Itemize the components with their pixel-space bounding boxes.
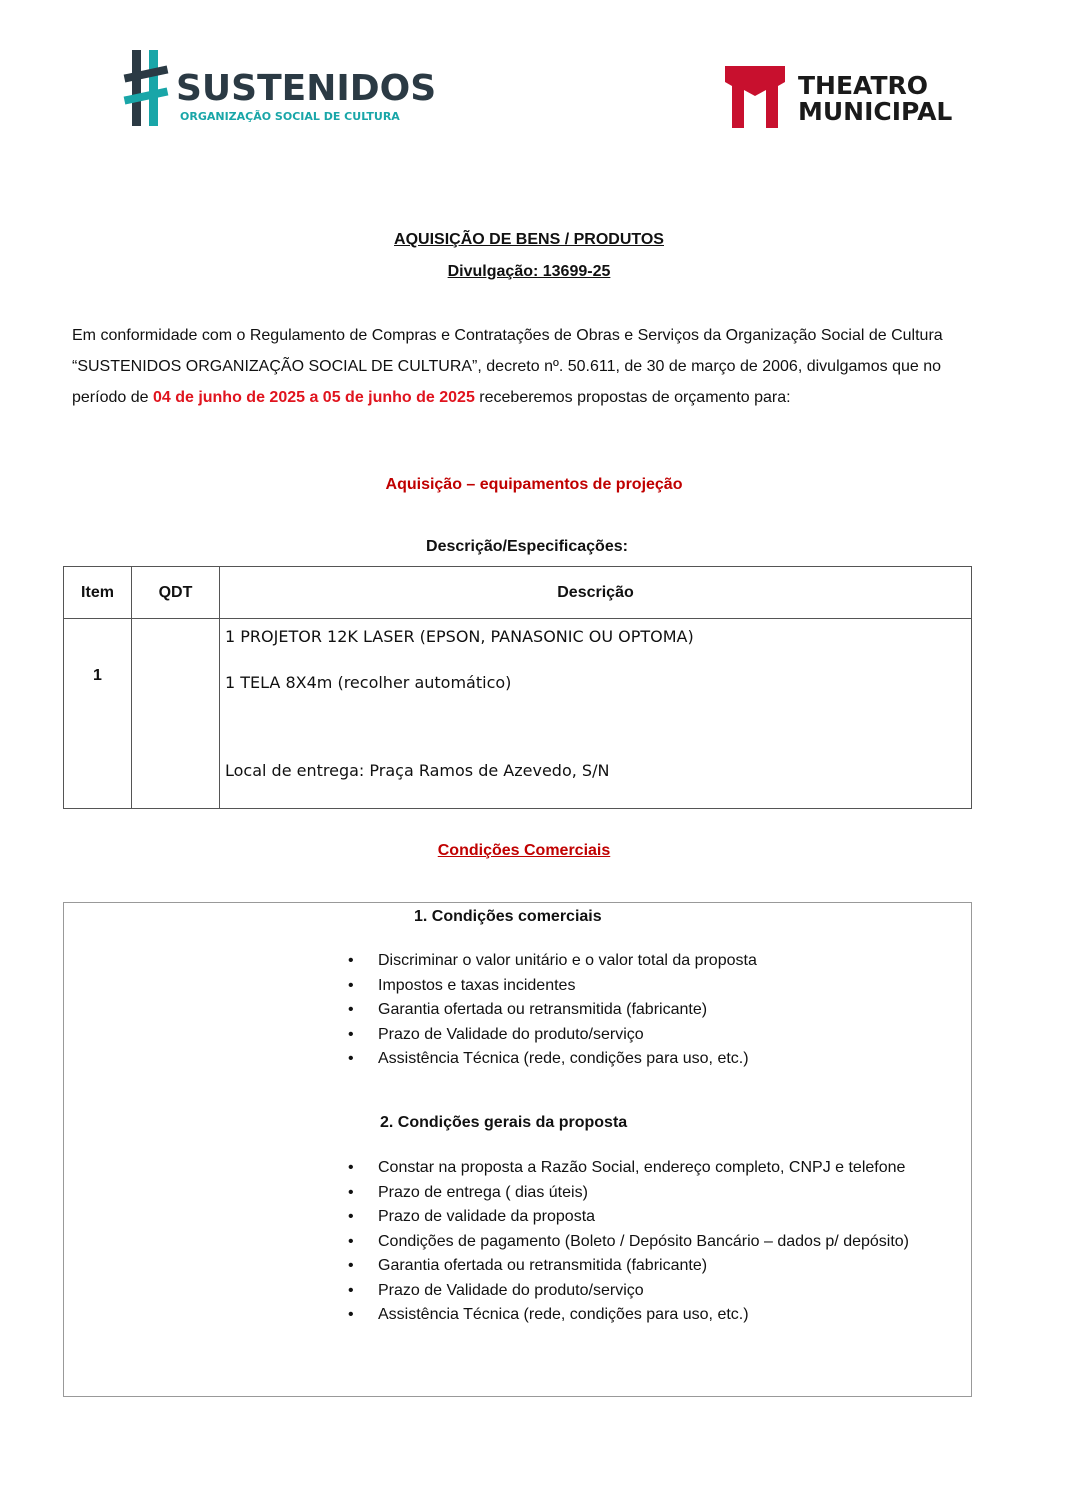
list-item: • Impostos e taxas incidentes — [378, 974, 968, 999]
sustenidos-name: SUSTENIDOS — [176, 68, 437, 109]
list-item: • Garantia ofertada ou retransmitida (fabricante) — [378, 998, 968, 1023]
bullet-icon: • — [348, 1306, 354, 1323]
bullet-icon: • — [348, 1025, 354, 1043]
intro-text-before: Em conformidade com o Regulamento de Compras e Contratações de Obras e Serviços da Organização Social de Cultura “SUSTENIDOS ORGANIZAÇÃO SOCIAL DE CULTURA”, decreto nº. 50.611, de 30 de março de 2006, divulgamos que no período de — [72, 327, 943, 406]
description-line-delivery: Local de entrega: Praça Ramos de Azevedo, S/N — [225, 761, 610, 780]
items-table — [63, 566, 972, 809]
list-item: • Garantia ofertada ou retransmitida (fabricante) — [378, 1254, 968, 1279]
sustenidos-logo-mark — [124, 50, 437, 130]
section2-heading: 2. Condições gerais da proposta — [380, 1114, 628, 1131]
acquisition-title: Aquisição – equipamentos de projeção — [385, 476, 683, 493]
bullet-icon: • — [348, 1208, 354, 1225]
spec-heading: Descrição/Especificações: — [426, 538, 628, 555]
section1-heading: 1. Condições comerciais — [414, 908, 602, 925]
header-qdt: QDT — [132, 567, 220, 619]
intro-text-after: receberemos propostas de orçamento para: — [474, 389, 791, 406]
theatro-line2: MUNICIPAL — [798, 97, 953, 126]
intro-paragraph — [72, 320, 992, 413]
bullet-icon: • — [348, 1159, 354, 1176]
header-description: Descrição — [220, 567, 972, 619]
theatro-line1: THEATRO — [798, 71, 929, 100]
bullet-icon: • — [348, 1281, 354, 1299]
bullet-icon: • — [348, 1050, 354, 1067]
description-line-projector: 1 PROJETOR 12K LASER (EPSON, PANASONIC OU OPTOMA) — [225, 627, 694, 646]
conditions-title: Condições Comerciais — [437, 842, 611, 859]
list-item: • Prazo de Validade do produto/serviço — [378, 1023, 968, 1048]
sustenidos-tagline: ORGANIZAÇÃO SOCIAL DE CULTURA — [180, 110, 400, 123]
intro-period: 04 de junho de 2025 a 05 de junho de 2025 — [152, 389, 475, 406]
row-qdt — [132, 619, 220, 809]
table-row — [64, 619, 972, 809]
bullet-icon: • — [348, 1257, 354, 1274]
list-item: • Assistência Técnica (rede, condições para uso, etc.) — [378, 1047, 968, 1072]
list-item: • Prazo de validade da proposta — [378, 1205, 968, 1230]
conditions-box — [63, 902, 972, 1397]
theatro-logo-mark — [722, 64, 962, 132]
list-item: • Constar na proposta a Razão Social, endereço completo, CNPJ e telefone — [378, 1156, 968, 1181]
list-item: • Assistência Técnica (rede, condições para uso, etc.) — [378, 1303, 968, 1328]
sustenidos-logo — [124, 50, 437, 130]
table-header-row — [64, 567, 972, 619]
section2-list — [348, 1156, 968, 1328]
document-subtitle: Divulgação: 13699-25 — [447, 263, 611, 280]
bullet-icon: • — [348, 1232, 354, 1250]
description-line-screen: 1 TELA 8X4m (recolher automático) — [225, 673, 512, 692]
list-item: • Condições de pagamento (Boleto / Depósito Bancário – dados p/ depósito) — [378, 1230, 968, 1255]
section1-list — [348, 949, 968, 1072]
row-item-number: 1 — [64, 619, 132, 809]
theatro-municipal-logo — [722, 64, 962, 132]
header-item: Item — [64, 567, 132, 619]
list-item: • Discriminar o valor unitário e o valor total da proposta — [378, 949, 968, 974]
list-item: • Prazo de entrega ( dias úteis) — [378, 1181, 968, 1206]
bullet-icon: • — [348, 952, 354, 969]
bullet-icon: • — [348, 1183, 354, 1201]
bullet-icon: • — [348, 976, 354, 994]
bullet-icon: • — [348, 1001, 354, 1018]
list-item: • Prazo de Validade do produto/serviço — [378, 1279, 968, 1304]
row-description — [220, 619, 972, 809]
document-title: AQUISIÇÃO DE BENS / PRODUTOS — [394, 231, 664, 248]
